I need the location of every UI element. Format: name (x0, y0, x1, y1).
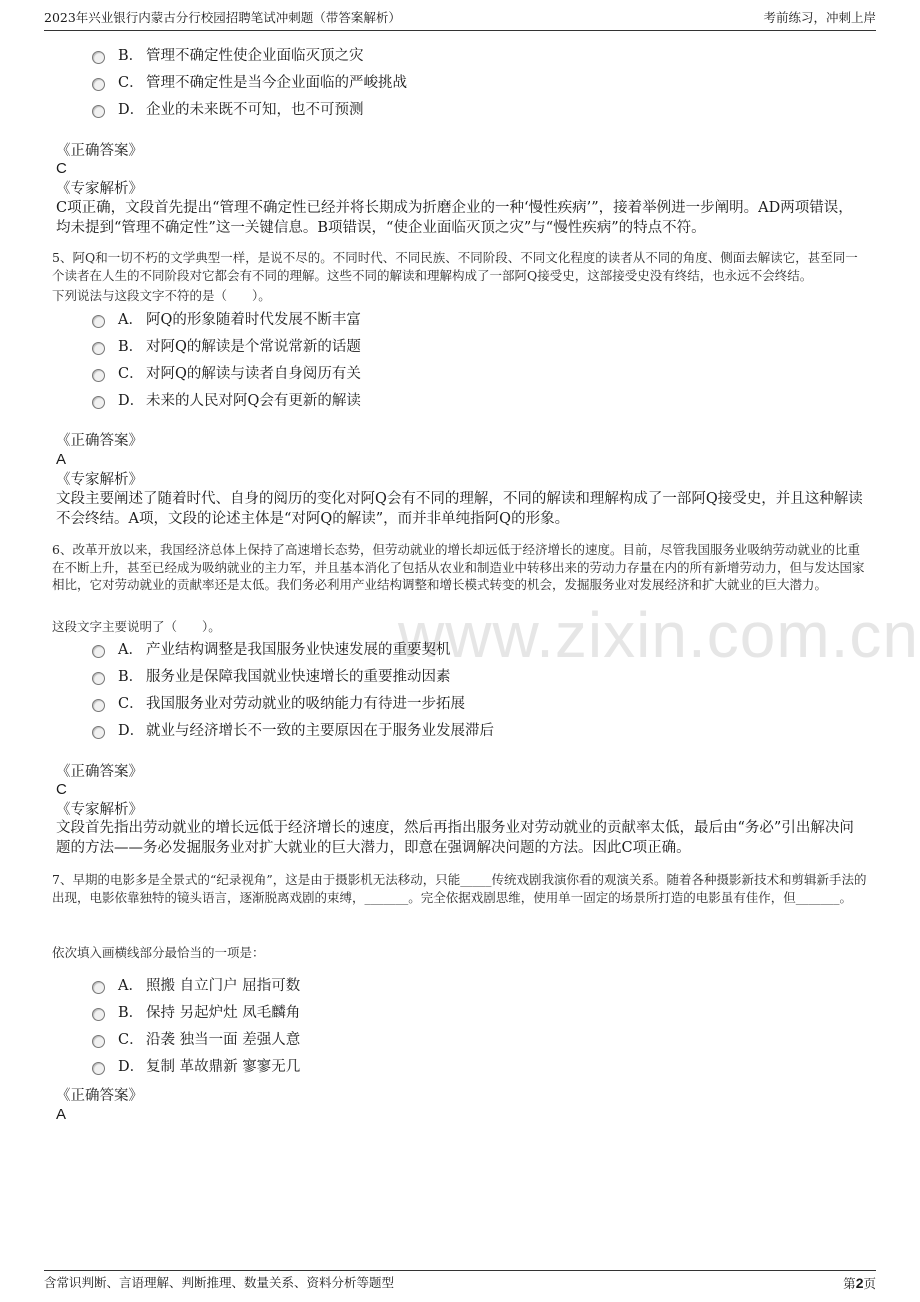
q7-stem: 7、早期的电影多是全景式的“纪录视角”，这是由于摄影机无法移动，只能_____传统戏剧我演你看的观演关系。随着各种摄影新技术和剪辑新手法的出现，电影依靠独特的镜头语言，逐渐脱离戏剧的束缚，_______。完全依据戏剧思维，使用单一固定的场景所打造的电影虽有佳作，但_______。 (52, 872, 867, 905)
q5-prompt: 下列说法与这段文字不符的是（ ）。 (52, 288, 271, 303)
q7-answer-value: A (56, 1106, 67, 1123)
radio-button-icon[interactable] (92, 51, 105, 64)
option-text: 沿袭 独当一面 差强人意 (146, 1032, 301, 1048)
q6-answer-label: 《正确答案》 (56, 764, 143, 780)
q5-analysis-text: 文段主要阐述了随着时代、自身的阅历的变化对阿Q会有不同的理解，不同的解读和理解构成了一部阿Q接受史，并且这种解读不会终结。A项，文段的论述主体是“对阿Q的解读”，而并非单纯指阿Q的形象。 (56, 491, 863, 527)
radio-button-icon[interactable] (92, 342, 105, 355)
radio-button-icon[interactable] (92, 1035, 105, 1048)
q5-option-b[interactable] (92, 335, 361, 359)
q6-stem: 6、改革开放以来，我国经济总体上保持了高速增长态势，但劳动就业的增长却远低于经济增长的速度。目前，尽管我国服务业吸纳劳动就业的比重在不断上升，甚至已经成为吸纳就业的主力军，并且基本消化了包括从农业和制造业中转移出来的劳动力存量在内的所有新增劳动力，但与发达国家相比，它对劳动就业的贡献率还是太低。我们务必利用产业结构调整和增长模式转变的机会，发掘服务业对发展经济和扩大就业的巨大潜力。 (52, 542, 865, 592)
option-text: 阿Q的形象随着时代发展不断丰富 (146, 312, 361, 328)
radio-button-icon[interactable] (92, 672, 105, 685)
option-letter: C． (118, 75, 144, 91)
q6-option-b[interactable] (92, 665, 451, 689)
header-slogan: 考前练习，冲刺上岸 (763, 10, 876, 25)
q4-option-b[interactable] (92, 44, 364, 68)
option-letter: B． (118, 339, 144, 355)
q6-option-c[interactable] (92, 692, 465, 716)
radio-button-icon[interactable] (92, 981, 105, 994)
option-text: 保持 另起炉灶 凤毛麟角 (146, 1005, 301, 1021)
q7-option-b[interactable] (92, 1001, 300, 1025)
option-text: 产业结构调整是我国服务业快速发展的重要契机 (146, 642, 451, 658)
option-letter: C． (118, 1032, 144, 1048)
radio-button-icon[interactable] (92, 396, 105, 409)
page-suffix: 页 (863, 1276, 876, 1291)
option-text: 服务业是保障我国就业快速增长的重要推动因素 (146, 669, 451, 685)
option-letter: B． (118, 1005, 144, 1021)
q7-option-c[interactable] (92, 1028, 300, 1052)
q5-option-c[interactable] (92, 362, 361, 386)
option-letter: C． (118, 696, 144, 712)
radio-button-icon[interactable] (92, 726, 105, 739)
option-text: 管理不确定性是当今企业面临的严峻挑战 (146, 75, 407, 91)
option-letter: D． (118, 102, 145, 118)
page-number: 2 (855, 1275, 864, 1291)
option-letter: B． (118, 48, 144, 64)
q6-answer-value: C (56, 781, 67, 798)
option-text: 对阿Q的解读与读者自身阅历有关 (146, 366, 361, 382)
q5-option-d[interactable] (92, 389, 361, 413)
q4-option-c[interactable] (92, 71, 407, 95)
page-indicator (843, 1273, 876, 1294)
q6-option-d[interactable] (92, 719, 494, 743)
q6-prompt: 这段文字主要说明了（ ）。 (52, 619, 221, 634)
q5-answer-value: A (56, 451, 67, 468)
option-text: 就业与经济增长不一致的主要原因在于服务业发展滞后 (146, 723, 494, 739)
option-text: 管理不确定性使企业面临灭顶之灾 (146, 48, 364, 64)
q7-prompt: 依次填入画横线部分最恰当的一项是： (52, 945, 265, 960)
page-header (44, 8, 876, 31)
radio-button-icon[interactable] (92, 1062, 105, 1075)
option-letter: A． (118, 642, 143, 658)
option-text: 未来的人民对阿Q会有更新的解读 (146, 393, 361, 409)
q4-analysis-text: C项正确，文段首先提出“管理不确定性已经并将长期成为折磨企业的一种‘慢性疾病’”，接着举例进一步阐明。AD两项错误，均未提到“管理不确定性”这一关键信息。B项错误，“使企业面临灭顶之灾”与“慢性疾病”的特点不符。 (56, 200, 853, 236)
radio-button-icon[interactable] (92, 369, 105, 382)
footer-topics: 含常识判断、言语理解、判断推理、数量关系、资料分析等题型 (44, 1275, 395, 1290)
option-text: 对阿Q的解读是个常说常新的话题 (146, 339, 361, 355)
page-prefix: 第 (843, 1276, 856, 1291)
q6-analysis-text: 文段首先指出劳动就业的增长远低于经济增长的速度，然后再指出服务业对劳动就业的贡献率太低，最后由“务必”引出解决问题的方法——务必发掘服务业对扩大就业的巨大潜力，即意在强调解决问题的方法。因此C项正确。 (56, 820, 854, 856)
q7-option-a[interactable] (92, 974, 300, 998)
q5-answer-label: 《正确答案》 (56, 433, 143, 449)
option-letter: D． (118, 1059, 145, 1075)
radio-button-icon[interactable] (92, 78, 105, 91)
q4-answer-value: C (56, 160, 67, 177)
option-text: 我国服务业对劳动就业的吸纳能力有待进一步拓展 (146, 696, 465, 712)
q7-option-d[interactable] (92, 1055, 300, 1079)
page-footer (44, 1270, 876, 1293)
option-letter: A． (118, 978, 143, 994)
radio-button-icon[interactable] (92, 105, 105, 118)
option-letter: A． (118, 312, 143, 328)
q5-analysis-label: 《专家解析》 (56, 472, 143, 488)
q6-analysis-label: 《专家解析》 (56, 802, 143, 818)
q4-answer-label: 《正确答案》 (56, 143, 143, 159)
q6-option-a[interactable] (92, 638, 451, 662)
document-title: 2023年兴业银行内蒙古分行校园招聘笔试冲刺题（带答案解析） (44, 10, 401, 25)
radio-button-icon[interactable] (92, 699, 105, 712)
option-letter: D． (118, 723, 145, 739)
option-letter: D． (118, 393, 145, 409)
q5-stem: 5、阿Q和一切不朽的文学典型一样，是说不尽的。不同时代、不同民族、不同阶段、不同文化程度的读者从不同的角度、侧面去解读它，甚至同一个读者在人生的不同阶段对它都会有不同的理解。这些不同的解读和理解构成了一部阿Q接受史，这部接受史没有终结，也永远不会终结。 (52, 250, 858, 283)
q4-option-d[interactable] (92, 98, 364, 122)
radio-button-icon[interactable] (92, 315, 105, 328)
option-letter: C． (118, 366, 144, 382)
q5-option-a[interactable] (92, 308, 361, 332)
option-text: 复制 革故鼎新 寥寥无几 (146, 1059, 301, 1075)
option-text: 企业的未来既不可知，也不可预测 (146, 102, 364, 118)
radio-button-icon[interactable] (92, 1008, 105, 1021)
option-letter: B． (118, 669, 144, 685)
option-text: 照搬 自立门户 屈指可数 (146, 978, 301, 994)
watermark: www.zixin.com.cn (398, 599, 919, 671)
q4-analysis-label: 《专家解析》 (56, 181, 143, 197)
radio-button-icon[interactable] (92, 645, 105, 658)
q7-answer-label: 《正确答案》 (56, 1088, 143, 1104)
